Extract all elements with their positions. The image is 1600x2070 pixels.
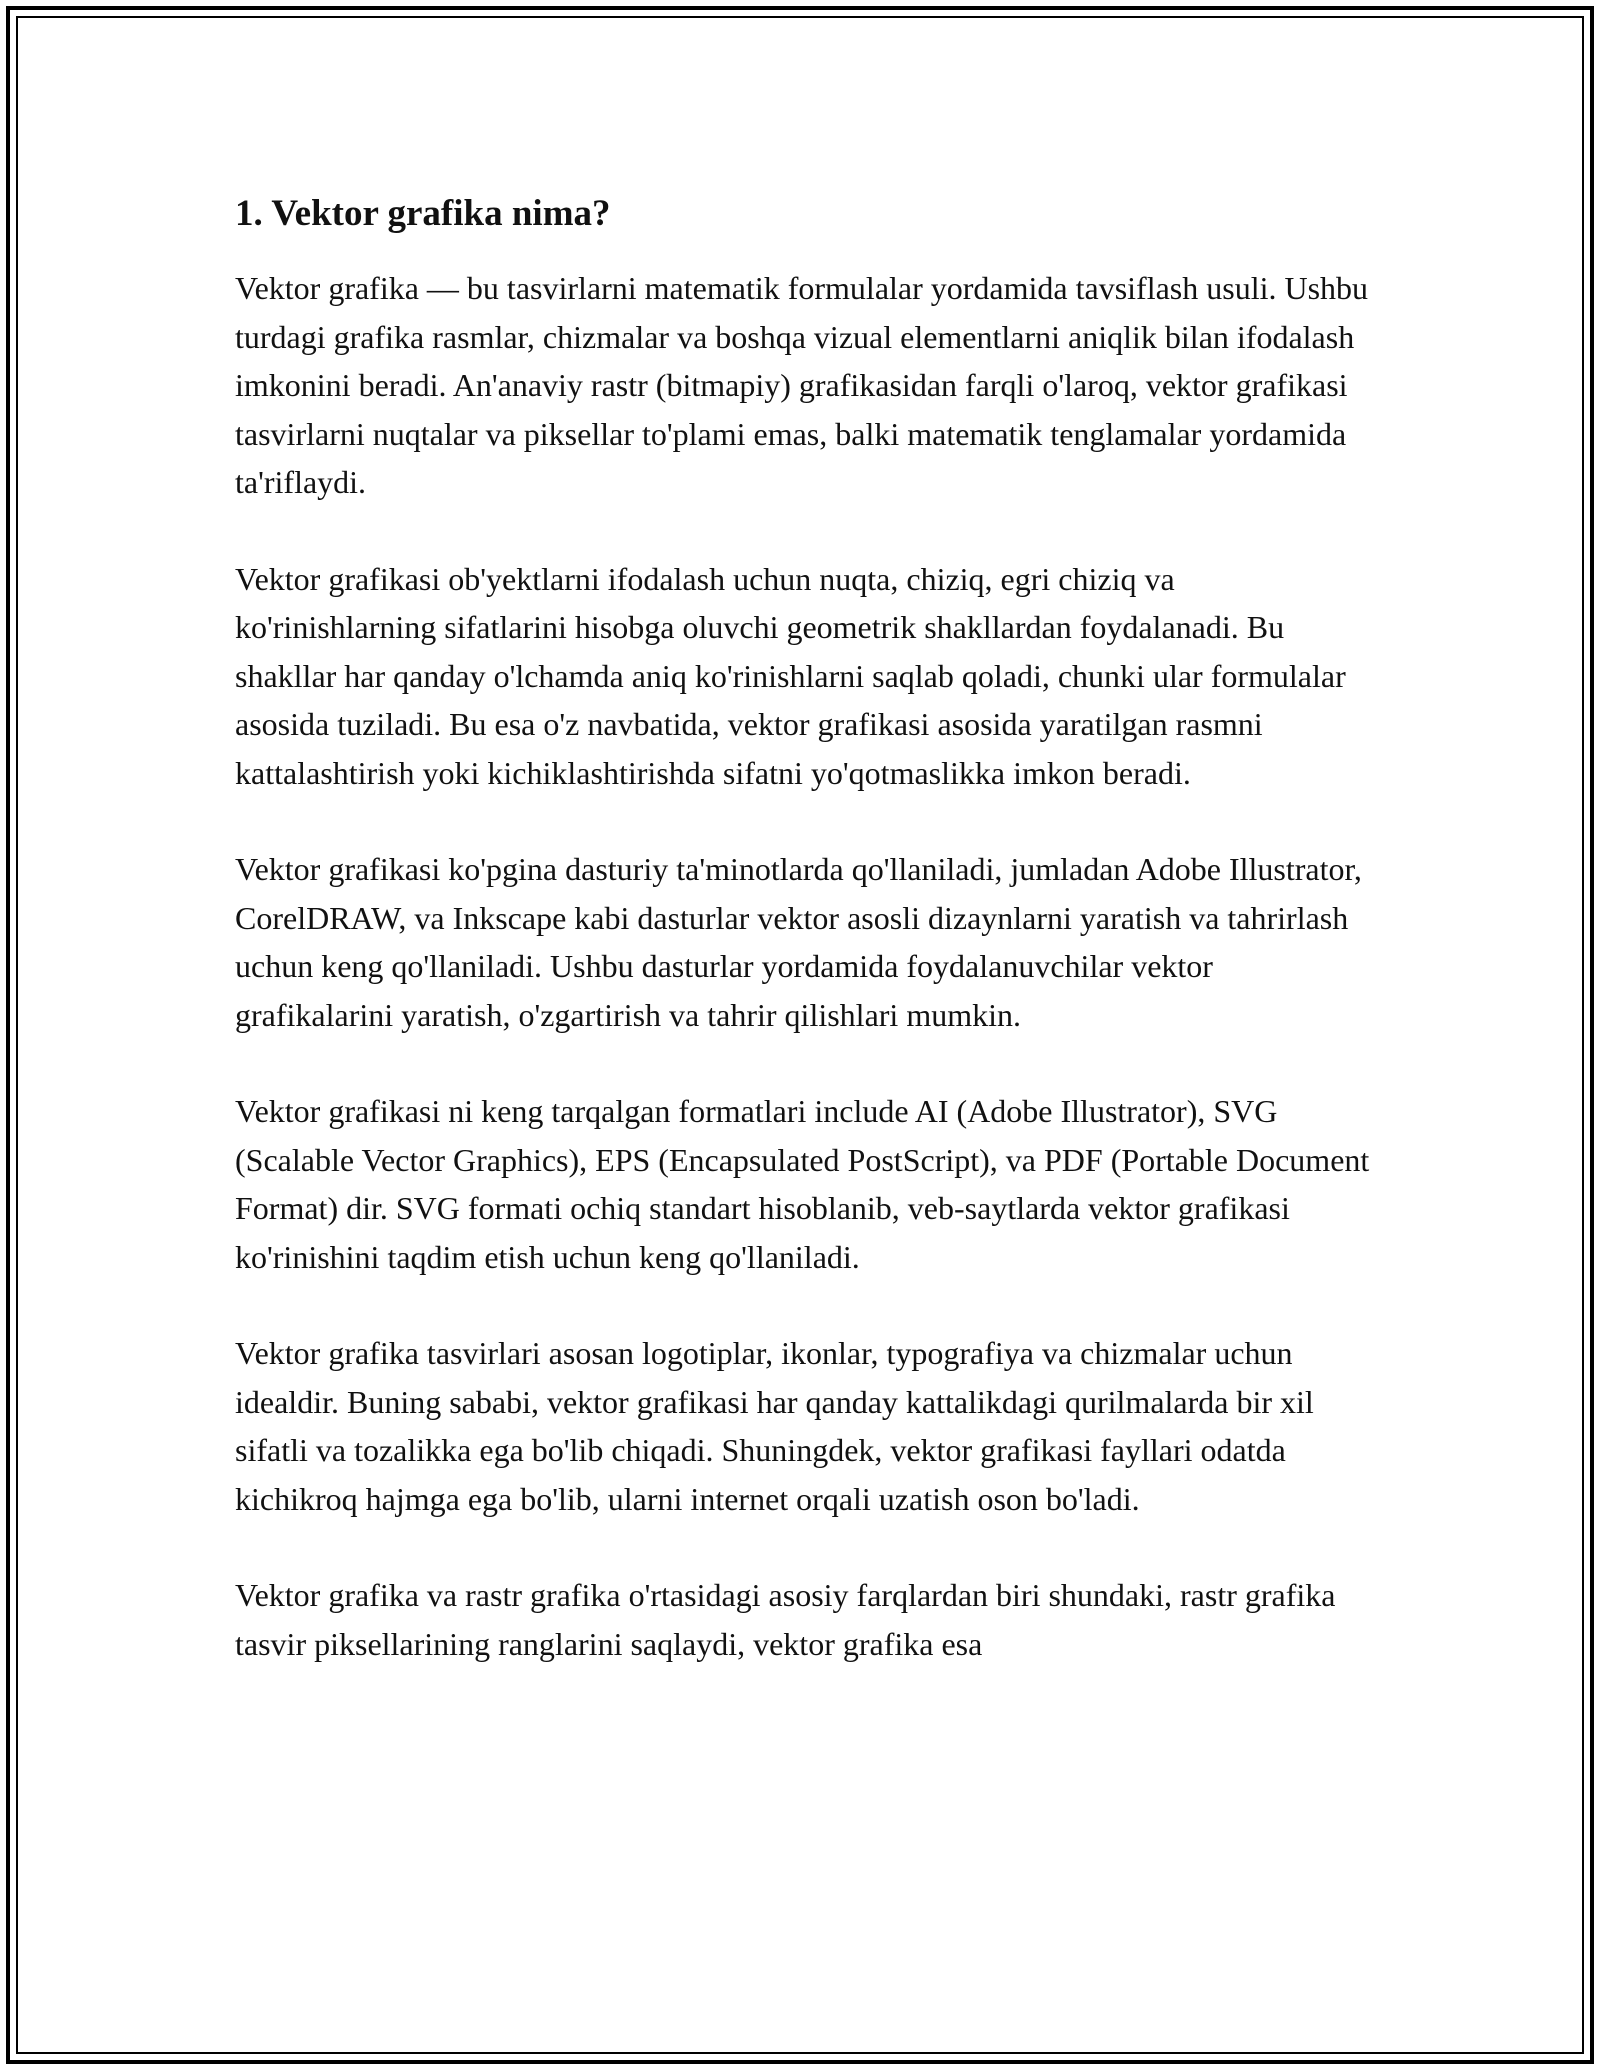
paragraph-definition: Vektor grafika — bu tasvirlarni matematik formulalar yordamida tavsiflash usuli. Ushbu turdagi grafika rasmlar, chizmalar va boshqa vizual elementlarni aniqlik bilan ifodalash imkonini beradi. An'anaviy rastr (bitmapiy) grafikasidan farqli o'laroq, vektor grafikasi tasvirlarni nuqtalar va piksellar to'plami emas, balki matematik tenglamalar yordamida ta'riflaydi. — [235, 270, 1369, 500]
document-body — [235, 186, 1370, 1716]
paragraph-software: Vektor grafikasi ko'pgina dasturiy ta'minotlarda qo'llaniladi, jumladan Adobe Illustrator, CorelDRAW, va Inkscape kabi dasturlar vektor asosli dizaynlarni yaratish va tahrirlash uchun keng qo'llaniladi. Ushbu dasturlar yordamida foydalanuvchilar vektor grafikalarini yaratish, o'zgartirish va tahrir qilishlari mumkin. — [235, 851, 1362, 1033]
section-heading: 1. Vektor grafika nima? — [235, 193, 611, 234]
paragraph-uses: Vektor grafika tasvirlari asosan logotiplar, ikonlar, typografiya va chizmalar uchun idealdir. Buning sababi, vektor grafikasi har qanday kattalikdagi qurilmalarda bir xil sifatli va tozalikka ega bo'lib chiqadi. Shuningdek, vektor grafikasi fayllari odatda kichikroq hajmga ega bo'lib, ularni internet orqali uzatish oson bo'ladi. — [235, 1335, 1314, 1517]
paragraph-geometric-shapes: Vektor grafikasi ob'yektlarni ifodalash uchun nuqta, chiziq, egri chiziq va ko'rinishlarning sifatlarini hisobga oluvchi geometrik shakllardan foydalanadi. Bu shakllar har qanday o'lchamda aniq ko'rinishlarni saqlab qoladi, chunki ular formulalar asosida tuziladi. Bu esa o'z navbatida, vektor grafikasi asosida yaratilgan rasmni kattalashtirish yoki kichiklashtirishda sifatni yo'qotmaslikka imkon beradi. — [235, 560, 1346, 791]
paragraph-differences: Vektor grafika va rastr grafika o'rtasidagi asosiy farqlardan biri shundaki, rastr grafika tasvir piksellarining ranglarini saqlaydi, vektor grafika esa — [235, 1577, 1336, 1662]
paragraph-formats: Vektor grafikasi ni keng tarqalgan formatlari include AI (Adobe Illustrator), SVG (Scalable Vector Graphics), EPS (Encapsulated PostScript), va PDF (Portable Document Format) dir. SVG formati ochiq standart hisoblanib, veb-saytlarda vektor grafikasi ko'rinishini taqdim etish uchun keng qo'llaniladi. — [235, 1093, 1370, 1275]
